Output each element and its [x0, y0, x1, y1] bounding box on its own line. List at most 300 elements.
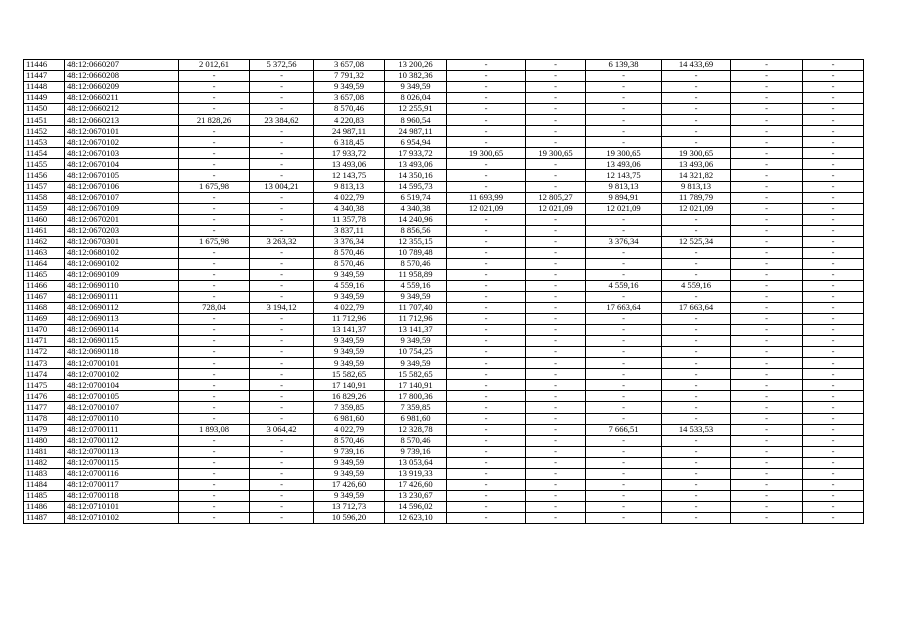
- cadastral-number-cell: 48:12:0690115: [65, 336, 179, 347]
- value-col-4-cell: -: [250, 126, 314, 137]
- value-col-10-cell: -: [662, 490, 731, 501]
- value-col-12-cell: -: [803, 71, 864, 82]
- value-col-12-cell: -: [803, 104, 864, 115]
- value-col-5-cell: 6 318,45: [314, 137, 385, 148]
- value-col-3-cell: -: [179, 126, 250, 137]
- table-row: [24, 303, 864, 314]
- cadastral-number-cell: 48:12:0660209: [65, 82, 179, 93]
- value-col-9-cell: -: [586, 347, 662, 358]
- value-col-8-cell: -: [526, 280, 586, 291]
- value-col-8-cell: -: [526, 413, 586, 424]
- value-col-12-cell: -: [803, 126, 864, 137]
- row-number-cell: 11484: [24, 479, 65, 490]
- value-col-10-cell: 14 533,53: [662, 424, 731, 435]
- value-col-8-cell: 12 805,27: [526, 192, 586, 203]
- value-col-10-cell: -: [662, 435, 731, 446]
- value-col-7-cell: -: [447, 269, 526, 280]
- value-col-11-cell: -: [731, 247, 803, 258]
- table-row: [24, 468, 864, 479]
- value-col-4-cell: -: [250, 468, 314, 479]
- value-col-9-cell: 7 666,51: [586, 424, 662, 435]
- value-col-11-cell: -: [731, 60, 803, 71]
- value-col-9-cell: -: [586, 104, 662, 115]
- value-col-8-cell: -: [526, 60, 586, 71]
- value-col-7-cell: -: [447, 181, 526, 192]
- table-row: [24, 214, 864, 225]
- value-col-7-cell: -: [447, 115, 526, 126]
- table-row: [24, 82, 864, 93]
- value-col-8-cell: -: [526, 225, 586, 236]
- table-row: [24, 93, 864, 104]
- value-col-6-cell: 4 340,38: [385, 203, 447, 214]
- value-col-10-cell: -: [662, 347, 731, 358]
- row-number-cell: 11478: [24, 413, 65, 424]
- value-col-12-cell: -: [803, 336, 864, 347]
- value-col-6-cell: 8 856,56: [385, 225, 447, 236]
- value-col-11-cell: -: [731, 369, 803, 380]
- value-col-4-cell: -: [250, 479, 314, 490]
- value-col-3-cell: -: [179, 391, 250, 402]
- value-col-4-cell: -: [250, 170, 314, 181]
- value-col-8-cell: -: [526, 435, 586, 446]
- value-col-11-cell: -: [731, 380, 803, 391]
- value-col-11-cell: -: [731, 71, 803, 82]
- row-number-cell: 11452: [24, 126, 65, 137]
- value-col-10-cell: 4 559,16: [662, 280, 731, 291]
- value-col-7-cell: -: [447, 391, 526, 402]
- value-col-11-cell: -: [731, 468, 803, 479]
- table-row: [24, 159, 864, 170]
- value-col-11-cell: -: [731, 402, 803, 413]
- value-col-5-cell: 7 359,85: [314, 402, 385, 413]
- value-col-12-cell: -: [803, 457, 864, 468]
- cadastral-number-cell: 48:12:0700118: [65, 490, 179, 501]
- value-col-5-cell: 4 559,16: [314, 280, 385, 291]
- value-col-3-cell: -: [179, 336, 250, 347]
- value-col-7-cell: -: [447, 314, 526, 325]
- row-number-cell: 11446: [24, 60, 65, 71]
- value-col-9-cell: -: [586, 380, 662, 391]
- cadastral-number-cell: 48:12:0660208: [65, 71, 179, 82]
- value-col-4-cell: -: [250, 314, 314, 325]
- value-col-7-cell: -: [447, 402, 526, 413]
- value-col-8-cell: -: [526, 347, 586, 358]
- value-col-6-cell: 9 739,16: [385, 446, 447, 457]
- value-col-12-cell: -: [803, 247, 864, 258]
- value-col-9-cell: -: [586, 314, 662, 325]
- value-col-5-cell: 8 570,46: [314, 258, 385, 269]
- row-number-cell: 11479: [24, 424, 65, 435]
- cadastral-number-cell: 48:12:0670102: [65, 137, 179, 148]
- value-col-10-cell: -: [662, 314, 731, 325]
- value-col-7-cell: -: [447, 258, 526, 269]
- value-col-4-cell: -: [250, 203, 314, 214]
- value-col-11-cell: -: [731, 446, 803, 457]
- value-col-7-cell: 19 300,65: [447, 148, 526, 159]
- value-col-11-cell: -: [731, 236, 803, 247]
- value-col-9-cell: 17 663,64: [586, 303, 662, 314]
- cadastral-number-cell: 48:12:0700113: [65, 446, 179, 457]
- cadastral-number-cell: 48:12:0670105: [65, 170, 179, 181]
- value-col-12-cell: -: [803, 280, 864, 291]
- value-col-10-cell: -: [662, 413, 731, 424]
- value-col-11-cell: -: [731, 225, 803, 236]
- row-number-cell: 11481: [24, 446, 65, 457]
- value-col-9-cell: -: [586, 291, 662, 302]
- value-col-6-cell: 11 712,96: [385, 314, 447, 325]
- value-col-4-cell: -: [250, 93, 314, 104]
- value-col-12-cell: -: [803, 181, 864, 192]
- value-col-8-cell: -: [526, 325, 586, 336]
- value-col-4-cell: 3 064,42: [250, 424, 314, 435]
- value-col-10-cell: 9 813,13: [662, 181, 731, 192]
- value-col-4-cell: -: [250, 159, 314, 170]
- value-col-5-cell: 9 349,59: [314, 336, 385, 347]
- value-col-12-cell: -: [803, 93, 864, 104]
- value-col-7-cell: -: [447, 413, 526, 424]
- value-col-5-cell: 6 981,60: [314, 413, 385, 424]
- value-col-3-cell: -: [179, 71, 250, 82]
- value-col-10-cell: -: [662, 380, 731, 391]
- value-col-10-cell: -: [662, 115, 731, 126]
- value-col-4-cell: -: [250, 247, 314, 258]
- value-col-8-cell: -: [526, 468, 586, 479]
- value-col-5-cell: 13 141,37: [314, 325, 385, 336]
- value-col-7-cell: -: [447, 236, 526, 247]
- row-number-cell: 11451: [24, 115, 65, 126]
- value-col-8-cell: -: [526, 93, 586, 104]
- table-row: [24, 325, 864, 336]
- value-col-5-cell: 10 596,20: [314, 512, 385, 523]
- row-number-cell: 11482: [24, 457, 65, 468]
- row-number-cell: 11469: [24, 314, 65, 325]
- value-col-8-cell: -: [526, 369, 586, 380]
- value-col-11-cell: -: [731, 479, 803, 490]
- value-col-12-cell: -: [803, 203, 864, 214]
- cadastral-number-cell: 48:12:0700110: [65, 413, 179, 424]
- table-row: [24, 314, 864, 325]
- value-col-3-cell: -: [179, 291, 250, 302]
- value-col-5-cell: 17 426,60: [314, 479, 385, 490]
- row-number-cell: 11464: [24, 258, 65, 269]
- table-row: [24, 269, 864, 280]
- value-col-3-cell: -: [179, 314, 250, 325]
- value-col-10-cell: -: [662, 214, 731, 225]
- table-row: [24, 291, 864, 302]
- value-col-10-cell: -: [662, 137, 731, 148]
- value-col-8-cell: -: [526, 490, 586, 501]
- value-col-3-cell: -: [179, 325, 250, 336]
- value-col-6-cell: 13 141,37: [385, 325, 447, 336]
- value-col-4-cell: 3 263,32: [250, 236, 314, 247]
- value-col-7-cell: 11 693,99: [447, 192, 526, 203]
- value-col-8-cell: -: [526, 137, 586, 148]
- value-col-5-cell: 4 022,79: [314, 192, 385, 203]
- table-row: [24, 104, 864, 115]
- value-col-9-cell: -: [586, 369, 662, 380]
- value-col-11-cell: -: [731, 115, 803, 126]
- value-col-3-cell: -: [179, 512, 250, 523]
- value-col-10-cell: 12 525,34: [662, 236, 731, 247]
- value-col-6-cell: 9 349,59: [385, 358, 447, 369]
- value-col-4-cell: -: [250, 347, 314, 358]
- value-col-5-cell: 9 349,59: [314, 291, 385, 302]
- value-col-5-cell: 13 712,73: [314, 501, 385, 512]
- value-col-5-cell: 16 829,26: [314, 391, 385, 402]
- value-col-7-cell: -: [447, 446, 526, 457]
- value-col-10-cell: 11 789,79: [662, 192, 731, 203]
- row-number-cell: 11456: [24, 170, 65, 181]
- value-col-9-cell: -: [586, 258, 662, 269]
- value-col-11-cell: -: [731, 413, 803, 424]
- value-col-11-cell: -: [731, 303, 803, 314]
- value-col-6-cell: 15 582,65: [385, 369, 447, 380]
- value-col-8-cell: -: [526, 236, 586, 247]
- cadastral-number-cell: 48:12:0670301: [65, 236, 179, 247]
- row-number-cell: 11472: [24, 347, 65, 358]
- value-col-3-cell: -: [179, 435, 250, 446]
- value-col-6-cell: 6 519,74: [385, 192, 447, 203]
- value-col-5-cell: 11 357,78: [314, 214, 385, 225]
- cadastral-number-cell: 48:12:0700104: [65, 380, 179, 391]
- table-row: [24, 148, 864, 159]
- cadastral-number-cell: 48:12:0670201: [65, 214, 179, 225]
- value-col-5-cell: 13 493,06: [314, 159, 385, 170]
- table-row: [24, 247, 864, 258]
- value-col-10-cell: -: [662, 71, 731, 82]
- value-col-11-cell: -: [731, 104, 803, 115]
- table-row: [24, 380, 864, 391]
- value-col-7-cell: -: [447, 380, 526, 391]
- value-col-5-cell: 9 349,59: [314, 468, 385, 479]
- value-col-6-cell: 14 596,02: [385, 501, 447, 512]
- cadastral-number-cell: 48:12:0700116: [65, 468, 179, 479]
- value-col-9-cell: 12 021,09: [586, 203, 662, 214]
- value-col-4-cell: -: [250, 457, 314, 468]
- value-col-5-cell: 8 570,46: [314, 435, 385, 446]
- value-col-8-cell: 12 021,09: [526, 203, 586, 214]
- value-col-11-cell: -: [731, 82, 803, 93]
- row-number-cell: 11459: [24, 203, 65, 214]
- value-col-5-cell: 9 349,59: [314, 269, 385, 280]
- value-col-4-cell: -: [250, 71, 314, 82]
- value-col-9-cell: -: [586, 391, 662, 402]
- value-col-6-cell: 10 789,48: [385, 247, 447, 258]
- row-number-cell: 11483: [24, 468, 65, 479]
- row-number-cell: 11462: [24, 236, 65, 247]
- value-col-3-cell: -: [179, 457, 250, 468]
- row-number-cell: 11447: [24, 71, 65, 82]
- value-col-8-cell: -: [526, 115, 586, 126]
- value-col-4-cell: -: [250, 148, 314, 159]
- value-col-5-cell: 24 987,11: [314, 126, 385, 137]
- value-col-10-cell: -: [662, 247, 731, 258]
- table-row: [24, 413, 864, 424]
- value-col-3-cell: -: [179, 501, 250, 512]
- table-row: [24, 369, 864, 380]
- value-col-3-cell: 1 675,98: [179, 181, 250, 192]
- value-col-3-cell: -: [179, 170, 250, 181]
- cadastral-number-cell: 48:12:0680102: [65, 247, 179, 258]
- value-col-12-cell: -: [803, 435, 864, 446]
- value-col-10-cell: -: [662, 93, 731, 104]
- value-col-11-cell: -: [731, 181, 803, 192]
- value-col-10-cell: -: [662, 479, 731, 490]
- cadastral-number-cell: 48:12:0700115: [65, 457, 179, 468]
- value-col-12-cell: -: [803, 291, 864, 302]
- table-row: [24, 424, 864, 435]
- table-row: [24, 225, 864, 236]
- value-col-9-cell: -: [586, 402, 662, 413]
- value-col-8-cell: -: [526, 214, 586, 225]
- value-col-7-cell: -: [447, 358, 526, 369]
- value-col-8-cell: -: [526, 391, 586, 402]
- table-row: [24, 126, 864, 137]
- cadastral-number-cell: 48:12:0670203: [65, 225, 179, 236]
- value-col-7-cell: -: [447, 225, 526, 236]
- value-col-3-cell: -: [179, 347, 250, 358]
- value-col-4-cell: -: [250, 225, 314, 236]
- value-col-11-cell: -: [731, 336, 803, 347]
- value-col-11-cell: -: [731, 501, 803, 512]
- row-number-cell: 11475: [24, 380, 65, 391]
- value-col-8-cell: -: [526, 269, 586, 280]
- table-row: [24, 137, 864, 148]
- row-number-cell: 11487: [24, 512, 65, 523]
- value-col-9-cell: -: [586, 126, 662, 137]
- value-col-4-cell: 3 194,12: [250, 303, 314, 314]
- value-col-4-cell: -: [250, 391, 314, 402]
- value-col-7-cell: -: [447, 512, 526, 523]
- row-number-cell: 11485: [24, 490, 65, 501]
- value-col-3-cell: -: [179, 479, 250, 490]
- value-col-6-cell: 11 958,89: [385, 269, 447, 280]
- value-col-5-cell: 7 791,32: [314, 71, 385, 82]
- value-col-12-cell: -: [803, 380, 864, 391]
- value-col-12-cell: -: [803, 170, 864, 181]
- value-col-4-cell: -: [250, 258, 314, 269]
- row-number-cell: 11463: [24, 247, 65, 258]
- value-col-7-cell: -: [447, 490, 526, 501]
- cadastral-number-cell: 48:12:0690110: [65, 280, 179, 291]
- value-col-6-cell: 9 349,59: [385, 291, 447, 302]
- value-col-9-cell: -: [586, 82, 662, 93]
- value-col-8-cell: -: [526, 380, 586, 391]
- value-col-6-cell: 17 800,36: [385, 391, 447, 402]
- value-col-12-cell: -: [803, 137, 864, 148]
- value-col-3-cell: -: [179, 490, 250, 501]
- value-col-7-cell: -: [447, 479, 526, 490]
- value-col-7-cell: -: [447, 303, 526, 314]
- value-col-9-cell: -: [586, 225, 662, 236]
- value-col-9-cell: -: [586, 413, 662, 424]
- value-col-5-cell: 4 022,79: [314, 303, 385, 314]
- value-col-6-cell: 13 919,33: [385, 468, 447, 479]
- cadastral-number-cell: 48:12:0700112: [65, 435, 179, 446]
- value-col-12-cell: -: [803, 468, 864, 479]
- table-row: [24, 170, 864, 181]
- cadastral-number-cell: 48:12:0660212: [65, 104, 179, 115]
- value-col-5-cell: 17 933,72: [314, 148, 385, 159]
- value-col-5-cell: 3 657,08: [314, 60, 385, 71]
- value-col-6-cell: 7 359,85: [385, 402, 447, 413]
- cadastral-number-cell: 48:12:0700107: [65, 402, 179, 413]
- value-col-3-cell: -: [179, 148, 250, 159]
- value-col-11-cell: -: [731, 291, 803, 302]
- table-row: [24, 391, 864, 402]
- value-col-4-cell: -: [250, 269, 314, 280]
- cadastral-number-cell: 48:12:0710102: [65, 512, 179, 523]
- value-col-11-cell: -: [731, 391, 803, 402]
- value-col-6-cell: 11 707,40: [385, 303, 447, 314]
- row-number-cell: 11461: [24, 225, 65, 236]
- row-number-cell: 11486: [24, 501, 65, 512]
- value-col-6-cell: 6 954,94: [385, 137, 447, 148]
- value-col-9-cell: 9 894,91: [586, 192, 662, 203]
- cadastral-number-cell: 48:12:0660211: [65, 93, 179, 104]
- value-col-3-cell: -: [179, 159, 250, 170]
- value-col-4-cell: 5 372,56: [250, 60, 314, 71]
- value-col-12-cell: -: [803, 236, 864, 247]
- value-col-8-cell: -: [526, 402, 586, 413]
- value-col-6-cell: 8 570,46: [385, 258, 447, 269]
- value-col-9-cell: -: [586, 512, 662, 523]
- row-number-cell: 11480: [24, 435, 65, 446]
- value-col-6-cell: 17 933,72: [385, 148, 447, 159]
- value-col-9-cell: -: [586, 501, 662, 512]
- value-col-4-cell: -: [250, 358, 314, 369]
- cadastral-number-cell: 48:12:0670101: [65, 126, 179, 137]
- table-row: [24, 280, 864, 291]
- cadastral-number-cell: 48:12:0670104: [65, 159, 179, 170]
- value-col-4-cell: -: [250, 435, 314, 446]
- value-col-10-cell: -: [662, 291, 731, 302]
- value-col-7-cell: -: [447, 93, 526, 104]
- value-col-8-cell: 19 300,65: [526, 148, 586, 159]
- cadastral-number-cell: 48:12:0700111: [65, 424, 179, 435]
- value-col-4-cell: 23 384,62: [250, 115, 314, 126]
- table-row: [24, 71, 864, 82]
- table-row: [24, 115, 864, 126]
- value-col-10-cell: 13 493,06: [662, 159, 731, 170]
- value-col-5-cell: 9 349,59: [314, 358, 385, 369]
- row-number-cell: 11458: [24, 192, 65, 203]
- row-number-cell: 11450: [24, 104, 65, 115]
- value-col-5-cell: 9 349,59: [314, 82, 385, 93]
- value-col-6-cell: 12 255,91: [385, 104, 447, 115]
- value-col-8-cell: -: [526, 159, 586, 170]
- value-col-4-cell: -: [250, 490, 314, 501]
- row-number-cell: 11468: [24, 303, 65, 314]
- value-col-7-cell: -: [447, 280, 526, 291]
- value-col-12-cell: -: [803, 413, 864, 424]
- value-col-8-cell: -: [526, 247, 586, 258]
- value-col-4-cell: -: [250, 82, 314, 93]
- value-col-10-cell: -: [662, 457, 731, 468]
- value-col-7-cell: -: [447, 347, 526, 358]
- value-col-4-cell: -: [250, 512, 314, 523]
- value-col-3-cell: -: [179, 247, 250, 258]
- value-col-3-cell: -: [179, 258, 250, 269]
- row-number-cell: 11471: [24, 336, 65, 347]
- value-col-10-cell: -: [662, 446, 731, 457]
- table-row: [24, 446, 864, 457]
- value-col-6-cell: 14 240,96: [385, 214, 447, 225]
- value-col-7-cell: -: [447, 137, 526, 148]
- row-number-cell: 11473: [24, 358, 65, 369]
- value-col-11-cell: -: [731, 93, 803, 104]
- cadastral-number-cell: 48:12:0660207: [65, 60, 179, 71]
